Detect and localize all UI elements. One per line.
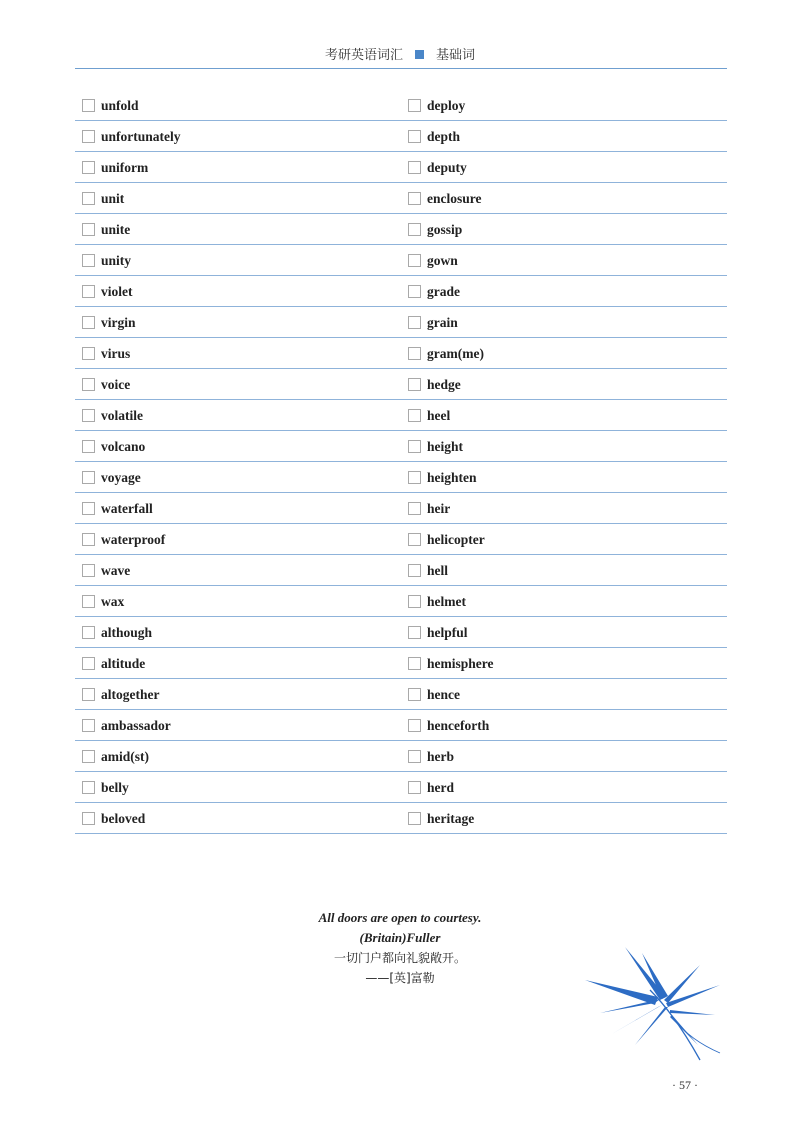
word-row (75, 90, 727, 121)
word-row (75, 772, 727, 803)
word-item (82, 741, 149, 772)
word-row (75, 493, 727, 524)
word-text: altitude (101, 655, 146, 671)
word-row (75, 555, 727, 586)
word-checkbox[interactable] (82, 688, 95, 701)
word-text: deputy (427, 159, 467, 175)
word-checkbox[interactable] (408, 130, 421, 143)
word-checkbox[interactable] (408, 223, 421, 236)
word-text: height (427, 438, 464, 454)
word-item (408, 586, 466, 617)
word-checkbox[interactable] (408, 440, 421, 453)
word-text: helmet (427, 593, 466, 609)
word-item (408, 710, 489, 741)
word-row (75, 586, 727, 617)
word-checkbox[interactable] (408, 99, 421, 112)
word-text: enclosure (427, 190, 482, 206)
word-row (75, 245, 727, 276)
word-text: belly (101, 779, 129, 795)
word-text: beloved (101, 810, 146, 826)
word-item (82, 183, 124, 214)
word-row (75, 152, 727, 183)
word-row (75, 679, 727, 710)
word-item (408, 679, 460, 710)
word-checkbox[interactable] (408, 316, 421, 329)
word-text: gown (427, 252, 458, 268)
word-item (82, 214, 130, 245)
word-row (75, 400, 727, 431)
word-item (82, 555, 130, 586)
word-checkbox[interactable] (408, 409, 421, 422)
word-checkbox[interactable] (82, 657, 95, 670)
word-checkbox[interactable] (82, 471, 95, 484)
word-text: unity (101, 252, 132, 268)
word-row (75, 214, 727, 245)
header-section-title: 基础词 (436, 48, 476, 63)
word-text: virgin (101, 314, 136, 330)
word-text: hedge (427, 376, 461, 392)
word-checkbox[interactable] (408, 688, 421, 701)
header-divider (75, 68, 727, 69)
word-row (75, 431, 727, 462)
word-checkbox[interactable] (82, 285, 95, 298)
word-item (408, 741, 454, 772)
word-text: grade (427, 283, 460, 299)
word-text: deploy (427, 97, 466, 113)
word-item (82, 121, 181, 152)
word-checkbox[interactable] (82, 595, 95, 608)
word-row (75, 307, 727, 338)
word-row (75, 183, 727, 214)
word-checkbox[interactable] (82, 781, 95, 794)
word-item (408, 307, 458, 338)
word-text: depth (427, 128, 461, 144)
word-item (82, 369, 130, 400)
word-row (75, 710, 727, 741)
word-item (82, 152, 148, 183)
word-row (75, 276, 727, 307)
word-text: heighten (427, 469, 477, 485)
word-text: altogether (101, 686, 160, 702)
word-item (82, 307, 136, 338)
word-checkbox[interactable] (408, 161, 421, 174)
word-text: gram(me) (427, 345, 484, 361)
word-checkbox[interactable] (408, 750, 421, 763)
quote-english: All doors are open to courtesy. (318, 910, 482, 925)
word-checkbox[interactable] (82, 254, 95, 267)
word-row (75, 462, 727, 493)
word-checkbox[interactable] (82, 812, 95, 825)
word-item (82, 245, 131, 276)
word-row (75, 369, 727, 400)
word-item (82, 90, 139, 121)
page-header (0, 44, 800, 63)
word-row (75, 338, 727, 369)
word-item (408, 555, 448, 586)
word-text: herd (427, 779, 454, 795)
word-text: herb (427, 748, 454, 764)
vocabulary-grid (75, 90, 727, 834)
word-checkbox[interactable] (82, 130, 95, 143)
word-text: unfortunately (101, 128, 181, 144)
word-row (75, 121, 727, 152)
word-item (408, 400, 450, 431)
word-checkbox[interactable] (408, 564, 421, 577)
word-item (82, 462, 141, 493)
word-item (408, 183, 482, 214)
word-row (75, 648, 727, 679)
word-item (82, 586, 124, 617)
word-item (82, 648, 145, 679)
word-checkbox[interactable] (82, 719, 95, 732)
bamboo-illustration-icon (580, 945, 730, 1065)
word-item (408, 431, 463, 462)
quote-chinese: 一切门户都向礼貌敞开。 (333, 951, 466, 965)
word-checkbox[interactable] (82, 564, 95, 577)
word-item (82, 617, 152, 648)
word-checkbox[interactable] (82, 316, 95, 329)
word-checkbox[interactable] (82, 440, 95, 453)
word-item (408, 462, 477, 493)
word-checkbox[interactable] (82, 161, 95, 174)
word-item (82, 710, 171, 741)
word-text: voice (101, 376, 131, 392)
word-checkbox[interactable] (82, 378, 95, 391)
word-checkbox[interactable] (408, 285, 421, 298)
word-checkbox[interactable] (408, 626, 421, 639)
word-item (82, 679, 159, 710)
word-checkbox[interactable] (82, 502, 95, 515)
word-checkbox[interactable] (408, 502, 421, 515)
word-item (408, 152, 467, 183)
word-checkbox[interactable] (82, 192, 95, 205)
word-checkbox[interactable] (82, 626, 95, 639)
word-item (408, 338, 484, 369)
word-item (408, 121, 460, 152)
word-checkbox[interactable] (82, 223, 95, 236)
word-item (408, 772, 454, 803)
word-text: wax (101, 593, 125, 609)
word-row (75, 803, 727, 834)
word-item (82, 772, 129, 803)
word-text: heir (427, 500, 451, 516)
word-text: volcano (101, 438, 146, 454)
word-checkbox[interactable] (82, 347, 95, 360)
word-item (82, 524, 165, 555)
word-item (408, 648, 494, 679)
word-item (82, 400, 143, 431)
word-text: helicopter (427, 531, 485, 547)
word-item (408, 90, 465, 121)
word-text: uniform (101, 159, 149, 175)
quote-source: ——[英]富勒 (365, 971, 435, 985)
word-checkbox[interactable] (408, 719, 421, 732)
word-item (82, 431, 145, 462)
word-checkbox[interactable] (408, 595, 421, 608)
quote-author: (Britain)Fuller (359, 930, 441, 945)
word-item (408, 493, 450, 524)
word-text: although (101, 624, 153, 640)
word-text: hence (427, 686, 460, 702)
word-checkbox[interactable] (408, 471, 421, 484)
word-row (75, 741, 727, 772)
word-text: gossip (427, 221, 463, 237)
word-item (82, 803, 145, 834)
word-text: volatile (101, 407, 143, 423)
word-text: amid(st) (101, 748, 149, 764)
word-checkbox[interactable] (408, 533, 421, 546)
word-item (408, 245, 458, 276)
word-text: waterfall (101, 500, 153, 516)
word-item (408, 214, 462, 245)
word-text: unfold (101, 97, 139, 113)
word-text: violet (101, 283, 133, 299)
word-item (408, 276, 460, 307)
word-text: grain (427, 314, 458, 330)
word-checkbox[interactable] (82, 99, 95, 112)
word-checkbox[interactable] (408, 192, 421, 205)
word-checkbox[interactable] (408, 378, 421, 391)
word-text: voyage (101, 469, 141, 485)
word-text: heel (427, 407, 451, 423)
word-checkbox[interactable] (82, 533, 95, 546)
word-checkbox[interactable] (408, 254, 421, 267)
word-checkbox[interactable] (408, 657, 421, 670)
word-item (408, 803, 474, 834)
word-checkbox[interactable] (408, 347, 421, 360)
word-row (75, 524, 727, 555)
word-text: wave (101, 562, 131, 578)
word-row (75, 617, 727, 648)
page-number: · 57 · (672, 1078, 698, 1092)
word-text: helpful (427, 624, 468, 640)
word-text: hemisphere (427, 655, 494, 671)
word-item (408, 369, 461, 400)
word-checkbox[interactable] (408, 812, 421, 825)
word-item (82, 276, 133, 307)
word-item (82, 493, 153, 524)
word-item (408, 617, 468, 648)
header-book-title: 考研英语词汇 (324, 48, 403, 63)
word-text: virus (101, 345, 131, 361)
word-text: ambassador (101, 717, 171, 733)
word-text: henceforth (427, 717, 490, 733)
word-text: waterproof (101, 531, 166, 547)
word-checkbox[interactable] (82, 409, 95, 422)
word-checkbox[interactable] (408, 781, 421, 794)
word-text: unit (101, 190, 125, 206)
word-text: heritage (427, 810, 475, 826)
word-item (408, 524, 485, 555)
word-item (82, 338, 130, 369)
word-text: hell (427, 562, 449, 578)
word-text: unite (101, 221, 131, 237)
header-square-icon (415, 50, 424, 59)
word-checkbox[interactable] (82, 750, 95, 763)
